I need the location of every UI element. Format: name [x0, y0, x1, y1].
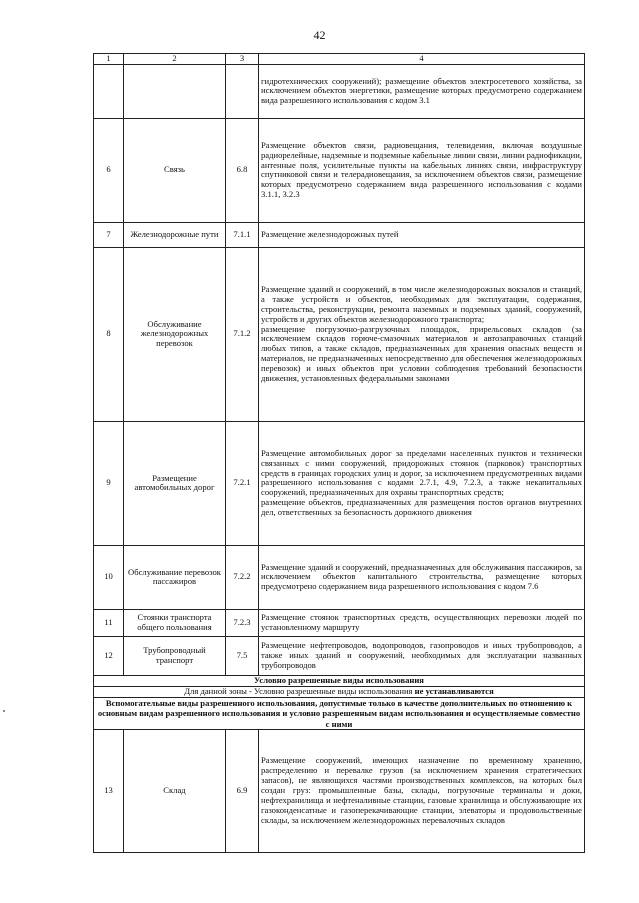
row-number: 11	[94, 609, 124, 636]
description-paragraph: Размещение нефтепроводов, водопроводов, газопроводов и иных трубопроводов, а также иных зданий и сооружений, необходимых для эксплуатации названных трубопроводов	[261, 640, 582, 670]
use-type-name: Связь	[124, 118, 226, 222]
column-number-header: 1	[94, 54, 124, 65]
table-row	[94, 118, 585, 222]
row-number: 6	[94, 118, 124, 222]
use-type-description	[259, 118, 585, 222]
use-type-code: 7.1.2	[226, 247, 259, 421]
table-row	[94, 609, 585, 636]
table-header-row	[94, 54, 585, 65]
use-type-code: 7.5	[226, 636, 259, 675]
land-use-table	[93, 53, 585, 853]
use-type-code	[226, 64, 259, 118]
row-number: 10	[94, 545, 124, 609]
use-type-name: Стоянки транспорта общего пользования	[124, 609, 226, 636]
description-paragraph: Размещение зданий и сооружений, предназначенных для обслуживания пассажиров, за исключением объектов капитального строительства, размещение которых предусмотрено содержанием вида разрешенного использования с кодом 7.6	[261, 561, 582, 592]
use-type-description	[259, 421, 585, 545]
row-number: 12	[94, 636, 124, 675]
row-number: 8	[94, 247, 124, 421]
use-type-code: 7.2.1	[226, 421, 259, 545]
section-conditional-heading: Условно разрешенные виды использования	[94, 675, 585, 686]
description-paragraph: гидротехнических сооружений); размещение объектов электросетевого хозяйства, за исключением объектов энергетики, размещение которых предусмотрено содержанием вида разрешенного использования с кодом 3.1	[261, 75, 582, 106]
use-type-description	[259, 636, 585, 675]
zone-note-bold: не устанавливаются	[414, 685, 494, 696]
section-header-row	[94, 697, 585, 729]
row-number: 7	[94, 222, 124, 247]
use-type-code: 7.2.2	[226, 545, 259, 609]
use-type-name: Трубопроводный транспорт	[124, 636, 226, 675]
use-type-description	[259, 730, 585, 853]
table-row	[94, 64, 585, 118]
use-type-description	[259, 609, 585, 636]
table-row	[94, 636, 585, 675]
table-row	[94, 730, 585, 853]
table-row	[94, 247, 585, 421]
table-row	[94, 421, 585, 545]
use-type-name: Размещение автомобильных дорог	[124, 421, 226, 545]
page-number: 42	[313, 28, 326, 42]
section-auxiliary-heading: Вспомогательные виды разрешенного использования, допустимые только в качестве дополнительных по отношению к основным видам разрешенного использования и условно разрешенным видам использования и осуществляемые совместно с ними	[94, 697, 585, 729]
use-type-name: Железнодорожные пути	[124, 222, 226, 247]
zone-note-row	[94, 686, 585, 697]
description-paragraph: Размещение зданий и сооружений, в том числе железнодорожных вокзалов и станций, а также устройств и объектов, необходимых для эксплуатации, содержания, строительства, реконструкции, ремонта наземных и подземных зданий, сооружений, устройств и других объектов железнодорожного транспорта;	[261, 283, 582, 324]
row-number: 9	[94, 421, 124, 545]
table-row	[94, 545, 585, 609]
use-type-description	[259, 247, 585, 421]
table-row	[94, 222, 585, 247]
zone-note	[94, 686, 585, 697]
column-number-header: 2	[124, 54, 226, 65]
use-type-code: 7.1.1	[226, 222, 259, 247]
description-paragraph: Размещение стоянок транспортных средств, осуществляющих перевозки людей по установленному маршруту	[261, 612, 582, 632]
use-type-description	[259, 222, 585, 247]
use-type-code: 7.2.3	[226, 609, 259, 636]
use-type-description	[259, 545, 585, 609]
column-number-header: 4	[259, 54, 585, 65]
zone-note-prefix: Для данной зоны - Условно разрешенные виды использования	[184, 685, 415, 696]
description-paragraph: Размещение железнодорожных путей	[261, 228, 399, 239]
use-type-description	[259, 64, 585, 118]
use-type-name: Склад	[124, 730, 226, 853]
section-header-row	[94, 675, 585, 686]
description-paragraph: Размещение объектов связи, радиовещания, телевидения, включая воздушные радиорелейные, надземные и подземные кабельные линии связи, линии радиофикации, антенные поля, усилительные пункты на кабельных линиях связи, инфраструктуру спутниковой связи и телерадиовещания, за исключением объектов связи, размещение которых предусмотрено содержанием вида разрешенного использования с кодами 3.1.1, 3.2.3	[261, 139, 582, 200]
use-type-code: 6.9	[226, 730, 259, 853]
use-type-name	[124, 64, 226, 118]
use-type-name: Обслуживание перевозок пассажиров	[124, 545, 226, 609]
description-paragraph: Размещение автомобильных дорог за пределами населенных пунктов и технически связанных с ними сооружений, придорожных стоянок (парковок) транспортных средств в границах городских улиц и дорог, за исключением предусмотренных видами разрешенного использования с кодами 2.7.1, 4.9, 7.2.3, а также некапитальных сооружений, предназначенных для охраны транспортных средств;	[261, 447, 582, 498]
row-number: 13	[94, 730, 124, 853]
use-type-name: Обслуживание железнодорожных перевозок	[124, 247, 226, 421]
use-type-code: 6.8	[226, 118, 259, 222]
description-paragraph: размещение объектов, предназначенных для размещения постов органов внутренних дел, ответственных за безопасность дорожного движения	[261, 497, 582, 518]
row-number	[94, 64, 124, 118]
description-paragraph: размещение погрузочно-разгрузочных площадок, прирельсовых складов (за исключением складов горюче-смазочных материалов и автозаправочных станций любых типов, а также складов, предназначенных для хранения опасных веществ и материалов, не предназначенных непосредственно для обеспечения железнодорожных перевозок) и иных объектов при условии соблюдения требований безопасности движения, установленных федеральными законами	[261, 323, 582, 384]
margin-mark	[3, 710, 5, 712]
column-number-header: 3	[226, 54, 259, 65]
description-paragraph: Размещение сооружений, имеющих назначение по временному хранению, распределению и перевалке грузов (за исключением хранения стратегических запасов), не являющихся частями производственных комплексов, на которых был создан груз: промышленные базы, склады, погрузочные терминалы и доки, нефтехранилища и нефтеналивные станции, газовые хранилища и обслуживающие их газоконденсатные и газоперекачивающие станции, элеваторы и продовольственные склады, за исключением железнодорожных перевалочных складов	[261, 755, 582, 826]
